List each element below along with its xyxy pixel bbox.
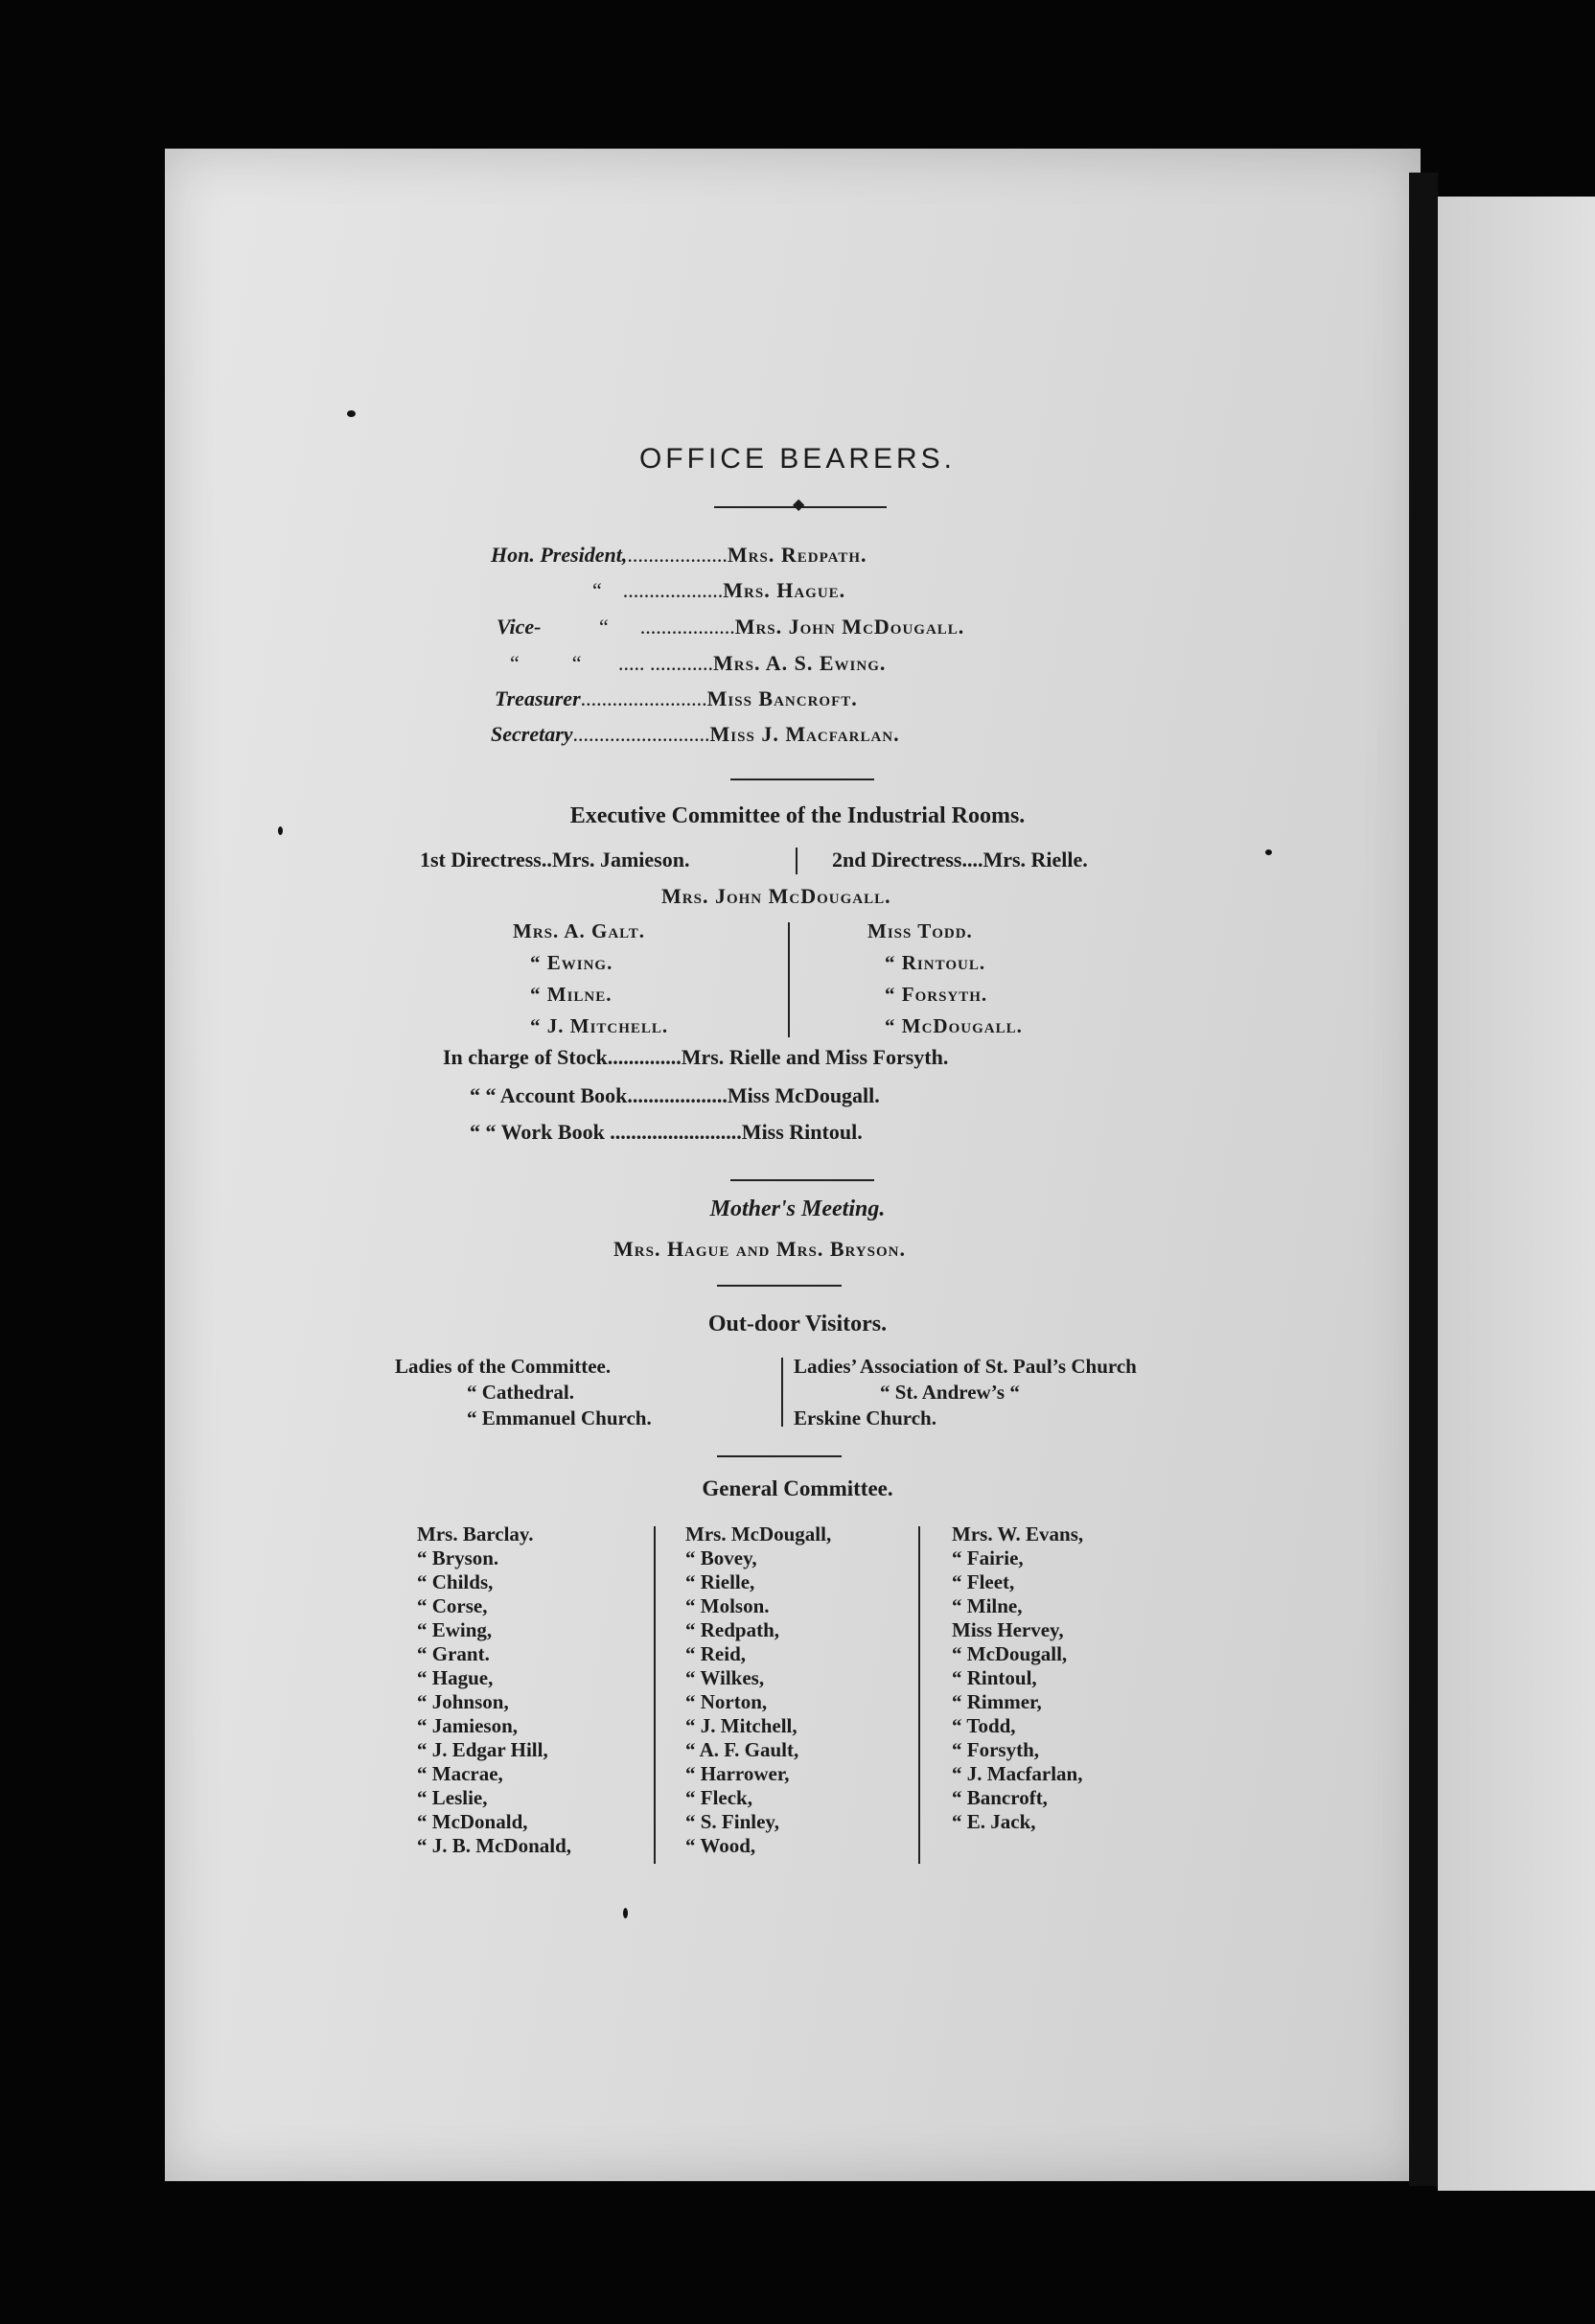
list-item: “ Rintoul.: [885, 951, 986, 974]
list-item: “ Rimmer,: [952, 1690, 1042, 1713]
outdoor-visitors-heading: Out-door Visitors.: [707, 1312, 888, 1336]
ink-speck: [623, 1908, 628, 1918]
ditto-mark: “: [571, 651, 582, 675]
list-item: “ Cathedral.: [467, 1381, 574, 1404]
visitors-right-list: [794, 1354, 1137, 1431]
work-book-line: “ “ Work Book .........................Miss Rintoul.: [470, 1120, 863, 1144]
list-item: Mrs. A. Galt.: [513, 919, 646, 942]
office-holder: Miss J. Macfarlan.: [709, 722, 900, 746]
list-item: Miss Todd.: [867, 919, 973, 942]
list-item: “ McDonald,: [417, 1810, 528, 1833]
list-item: “ E. Jack,: [952, 1810, 1036, 1833]
list-item: “ J. Edgar Hill,: [417, 1738, 548, 1761]
list-item: “ McDougall.: [885, 1014, 1023, 1037]
leader-dots: ..........................: [572, 722, 710, 746]
list-item: “ Rintoul,: [952, 1666, 1037, 1689]
ditto-mark: “: [510, 651, 520, 675]
executive-committee-heading: Executive Committee of the Industrial Rooms.: [569, 803, 1026, 828]
list-item: “ Johnson,: [417, 1690, 509, 1713]
first-directress: 1st Directress..Mrs. Jamieson.: [420, 848, 690, 872]
office-label: Hon. President,: [491, 543, 628, 567]
office-label: Treasurer: [495, 686, 581, 710]
leader-dots: ...................: [627, 543, 728, 567]
column-divider: [788, 922, 790, 1037]
mothers-meeting-names: Mrs. Hague and Mrs. Bryson.: [613, 1237, 906, 1261]
list-item: “ J. Macfarlan,: [952, 1762, 1083, 1785]
list-item: Erskine Church.: [794, 1406, 936, 1429]
executive-member: Mrs. John McDougall.: [661, 884, 891, 908]
list-item: Miss Hervey,: [952, 1618, 1064, 1641]
office-bearer-row: [491, 722, 900, 747]
list-item: Ladies of the Committee.: [395, 1355, 612, 1378]
list-item: “ J. B. McDonald,: [417, 1834, 572, 1857]
list-item: “ Wood,: [685, 1834, 756, 1857]
list-item: “ Ewing.: [530, 951, 613, 974]
visitors-left-list: [395, 1354, 652, 1431]
general-committee-col-2: [685, 1522, 831, 1858]
leader-dots: ...................: [622, 578, 724, 602]
section-divider: [730, 779, 874, 780]
list-item: “ St. Andrew’s “: [880, 1381, 1020, 1404]
list-item: “ Harrower,: [685, 1762, 790, 1785]
account-book-line: “ “ Account Book...................Miss McDougall.: [470, 1083, 880, 1107]
list-item: “ Norton,: [685, 1690, 768, 1713]
list-item: “ Fleet,: [952, 1570, 1015, 1593]
section-divider: [717, 1455, 842, 1457]
stock-line: In charge of Stock..............Mrs. Rielle and Miss Forsyth.: [443, 1045, 949, 1069]
ink-speck: [278, 826, 283, 835]
office-holder: Mrs. A. S. Ewing.: [713, 651, 887, 675]
page-title: OFFICE BEARERS.: [638, 443, 957, 475]
list-item: “ Leslie,: [417, 1786, 488, 1809]
mothers-meeting-heading: Mother's Meeting.: [709, 1197, 886, 1221]
list-item: “ Redpath,: [685, 1618, 780, 1641]
list-item: “ Bancroft,: [952, 1786, 1048, 1809]
column-divider: [654, 1526, 656, 1864]
list-item: “ Forsyth,: [952, 1738, 1039, 1761]
office-bearer-row: [510, 651, 886, 676]
list-item: “ Bryson.: [417, 1546, 499, 1569]
second-directress: 2nd Directress....Mrs. Rielle.: [832, 848, 1088, 872]
list-item: Mrs. McDougall,: [685, 1522, 832, 1545]
list-item: “ Milne,: [952, 1594, 1023, 1617]
list-item: Mrs. Barclay.: [417, 1522, 534, 1545]
list-item: “ Hague,: [417, 1666, 494, 1689]
leader-dots: ..... ............: [618, 651, 714, 675]
list-item: “ Ewing,: [417, 1618, 493, 1641]
column-divider: [796, 848, 798, 874]
general-committee-col-3: [952, 1522, 1083, 1834]
office-label: Secretary: [491, 722, 573, 746]
leader-dots: ........................: [580, 686, 707, 710]
leader-dots: ..................: [639, 615, 735, 639]
office-bearer-row: [495, 686, 858, 711]
general-committee-heading: General Committee.: [702, 1476, 893, 1500]
executive-left-list: [513, 916, 668, 1042]
list-item: “ Childs,: [417, 1570, 494, 1593]
list-item: “ Rielle,: [685, 1570, 755, 1593]
ditto-mark: “: [592, 578, 602, 602]
list-item: “ J. Mitchell.: [530, 1014, 669, 1037]
list-item: “ Fleck,: [685, 1786, 752, 1809]
office-label: Vice-: [497, 615, 542, 639]
list-item: “ Molson.: [685, 1594, 770, 1617]
office-bearer-row: [592, 578, 845, 603]
list-item: Mrs. W. Evans,: [952, 1522, 1084, 1545]
list-item: Ladies’ Association of St. Paul’s Church: [794, 1355, 1137, 1378]
general-committee-col-1: [417, 1522, 571, 1858]
office-holder: Mrs. John McDougall.: [734, 615, 965, 639]
list-item: “ Grant.: [417, 1642, 490, 1665]
executive-right-list: [867, 916, 1023, 1042]
list-item: “ Reid,: [685, 1642, 746, 1665]
list-item: “ A. F. Gault,: [685, 1738, 799, 1761]
office-holder: Mrs. Redpath.: [727, 543, 867, 567]
list-item: “ Jamieson,: [417, 1714, 518, 1737]
list-item: “ Corse,: [417, 1594, 488, 1617]
list-item: “ McDougall,: [952, 1642, 1068, 1665]
list-item: “ Macrae,: [417, 1762, 503, 1785]
section-divider: [717, 1285, 842, 1287]
column-divider: [918, 1526, 920, 1864]
list-item: “ Emmanuel Church.: [467, 1406, 652, 1429]
title-ornament: [714, 506, 887, 508]
facing-page-edge: [1438, 197, 1595, 2191]
list-item: “ S. Finley,: [685, 1810, 780, 1833]
column-divider: [781, 1358, 783, 1427]
office-holder: Mrs. Hague.: [723, 578, 846, 602]
list-item: “ Milne.: [530, 983, 613, 1006]
list-item: “ Wilkes,: [685, 1666, 765, 1689]
ditto-mark: “: [598, 615, 609, 639]
list-item: “ J. Mitchell,: [685, 1714, 798, 1737]
section-divider: [730, 1179, 874, 1181]
office-holder: Miss Bancroft.: [706, 686, 858, 710]
list-item: “ Forsyth.: [885, 983, 988, 1006]
list-item: “ Bovey,: [685, 1546, 757, 1569]
ink-speck: [347, 410, 356, 417]
list-item: “ Todd,: [952, 1714, 1016, 1737]
ink-speck: [1265, 849, 1272, 855]
list-item: “ Fairie,: [952, 1546, 1024, 1569]
office-bearer-row: [491, 543, 867, 568]
office-bearer-row: [497, 615, 964, 639]
